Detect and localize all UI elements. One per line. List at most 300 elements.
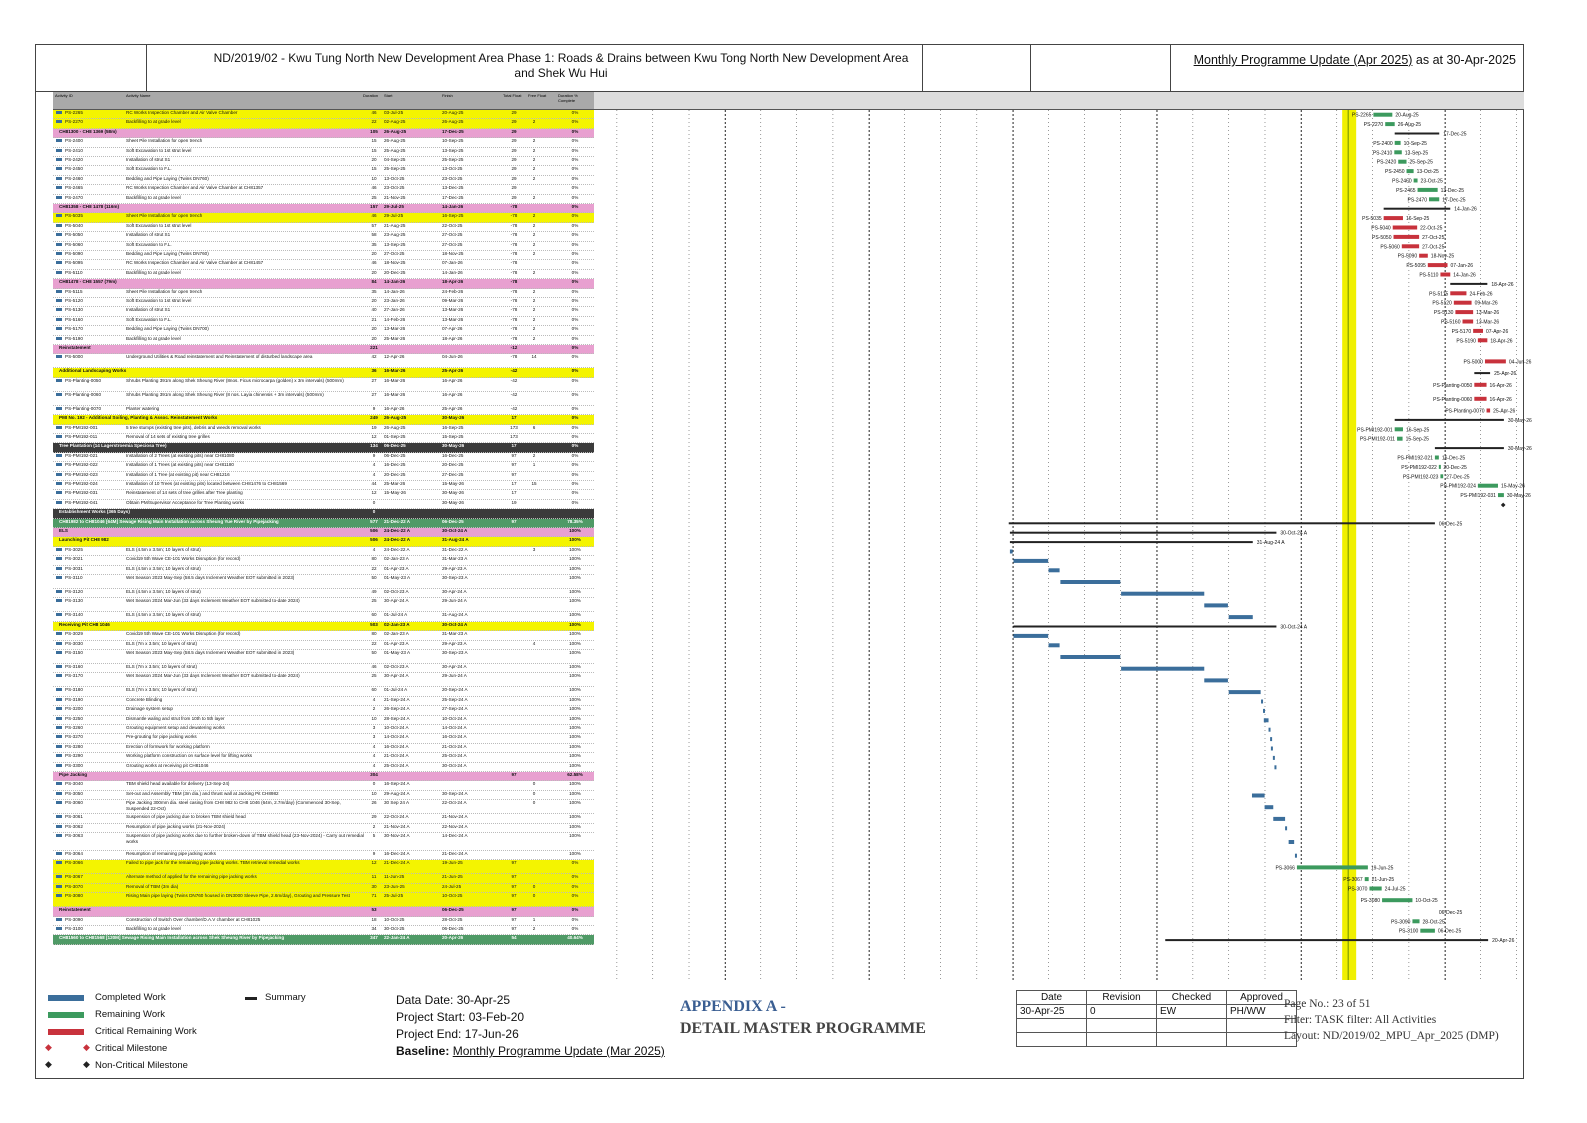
total-float: 29: [511, 194, 517, 200]
table-row[interactable]: [53, 326, 594, 335]
total-float: 29: [511, 147, 517, 153]
table-row[interactable]: [53, 462, 594, 471]
summary-bar: [1474, 372, 1490, 374]
table-row[interactable]: [53, 833, 594, 851]
free-float: 2: [532, 232, 536, 238]
activity-name: Covid19 5th Wave CE-101 Works Disruption (for record): [126, 556, 241, 562]
activity-name: Backfilling to at grade level: [126, 119, 181, 125]
activity-bar: [1485, 359, 1506, 363]
activity-id: PS-3070: [65, 883, 83, 889]
table-row[interactable]: [53, 763, 594, 772]
activity-id: PS-Planting-0060: [65, 391, 102, 397]
start-date: 11-Jun-25: [384, 874, 405, 880]
pct-complete: 100%: [569, 734, 581, 740]
bar-id-label: PS-2420: [1376, 159, 1397, 166]
summary-bar: [1395, 419, 1504, 421]
activity-id: PS-5095: [65, 260, 83, 266]
total-float: 17: [511, 481, 517, 486]
total-float: -42: [510, 377, 518, 383]
activity-icon: [56, 233, 62, 236]
table-row[interactable]: [53, 157, 594, 166]
mpu-link[interactable]: Monthly Programme Update (Apr 2025): [1193, 53, 1413, 67]
table-row[interactable]: [53, 368, 594, 377]
duration: 20: [371, 157, 377, 162]
summary-bar: [1435, 447, 1504, 449]
table-row[interactable]: [53, 874, 594, 883]
activity-bar: [1394, 235, 1420, 239]
activity-name: Backfilling to at grade level: [126, 335, 181, 341]
table-row[interactable]: [53, 336, 594, 345]
start-date: 13-Oct-25: [384, 175, 405, 181]
bar-id-label: PS-Planting-0070: [1445, 408, 1485, 415]
table-row[interactable]: [53, 612, 594, 621]
activity-icon: [56, 454, 62, 457]
activity-name: ELS (4.5m x 3.5m; 10 layers of strut): [126, 612, 201, 618]
table-row[interactable]: [53, 148, 594, 157]
table-row[interactable]: [53, 415, 594, 424]
activity-bar: [1010, 550, 1013, 554]
table-row[interactable]: [53, 434, 594, 443]
finish-date: 16-Apr-26: [442, 377, 463, 383]
table-row[interactable]: [53, 260, 594, 269]
bar-date-label: 20-Apr-26: [1492, 938, 1515, 945]
total-float: 29: [511, 157, 517, 162]
activity-bar: [1473, 329, 1483, 333]
table-row[interactable]: [53, 490, 594, 499]
table-row[interactable]: [53, 622, 594, 631]
start-date: 10-Oct-24 A: [384, 725, 409, 730]
table-row[interactable]: [53, 631, 594, 640]
activity-bar: [1060, 580, 1120, 584]
activity-id: PS-5035: [65, 213, 83, 219]
bar-date-label: 10-Sep-25: [1403, 140, 1427, 147]
table-row[interactable]: [53, 907, 594, 916]
total-float: -78: [510, 288, 518, 294]
table-row[interactable]: [53, 547, 594, 556]
activity-bar: [1229, 690, 1261, 694]
table-row[interactable]: [53, 500, 594, 509]
table-row[interactable]: [53, 753, 594, 762]
pct-complete: 100%: [569, 790, 581, 796]
free-float: 2: [532, 166, 536, 172]
table-row[interactable]: [53, 138, 594, 147]
pct-complete: 100%: [569, 800, 581, 806]
pct-complete: 0%: [571, 499, 579, 505]
table-row[interactable]: [53, 884, 594, 893]
bar-date-label: 27-Oct-25: [1422, 244, 1445, 251]
activity-id: PS-3030: [65, 640, 83, 646]
finish-date: 16-Sep-25: [442, 213, 464, 219]
table-row[interactable]: [53, 537, 594, 546]
col-total-float[interactable]: Total Float: [503, 93, 522, 98]
start-date: 28-Sep-24 A: [384, 715, 410, 721]
activity-icon: [56, 792, 62, 795]
table-row[interactable]: [53, 528, 594, 537]
wbs-name: Additional Landscaping Works: [59, 368, 127, 374]
start-date: 25-Mar-26: [384, 481, 406, 486]
activity-id: PS-2450: [65, 166, 83, 172]
duration: 84: [371, 279, 377, 285]
pct-complete: 0%: [571, 260, 579, 266]
activity-id: PS-PMI192-031: [65, 490, 98, 496]
pct-complete: 100%: [569, 589, 581, 594]
finish-date: 14-Dec-24 A: [442, 833, 468, 838]
table-row[interactable]: [53, 926, 594, 935]
page-info: [1284, 996, 1499, 1044]
total-float: 97: [511, 883, 517, 889]
activity-icon: [56, 834, 62, 837]
finish-date: 20-Aug-25: [442, 110, 464, 115]
table-row[interactable]: [53, 307, 594, 316]
table-row[interactable]: [53, 935, 594, 944]
table-row[interactable]: [53, 119, 594, 128]
activity-id: PS-Planting-0050: [65, 377, 102, 383]
activity-id: PS-5115: [65, 288, 83, 294]
duration: 18: [371, 916, 377, 922]
table-row[interactable]: [53, 129, 594, 138]
table-row[interactable]: [53, 213, 594, 222]
table-row[interactable]: [53, 519, 594, 528]
bar-date-label: 21-Jun-25: [1371, 877, 1395, 884]
table-row[interactable]: [53, 664, 594, 673]
table-row[interactable]: [53, 641, 594, 650]
finish-date: 10-Oct-24 A: [442, 715, 467, 721]
finish-date: 21-Nov-24 A: [442, 814, 468, 820]
finish-date: 20-Sep-24 A: [442, 687, 468, 693]
start-date: 21-Sep-24 A: [384, 696, 410, 702]
project-title: ND/2019/02 - Kwu Tung North New Development Area Phase 1: Roads & Drains between Kwu Tong North New Development Area and Shek Wu Hui: [213, 51, 909, 80]
baseline: Baseline: Monthly Programme Update (Mar 2025): [396, 1044, 665, 1058]
activity-id: PS-3170: [65, 673, 83, 679]
total-float: -78: [510, 269, 518, 275]
pct-complete: 0%: [571, 471, 579, 477]
table-row[interactable]: [53, 317, 594, 326]
finish-date: 24-Jul-25: [442, 883, 462, 889]
project-dates: [396, 992, 665, 1060]
table-row[interactable]: [53, 298, 594, 307]
activity-name: Removal of TBM (3m dia): [126, 883, 179, 889]
free-float: 2: [532, 241, 536, 247]
table-row[interactable]: [53, 425, 594, 434]
bar-date-label: 19-Jun-25: [1370, 865, 1394, 872]
finish-date: 31-Aug-24 A: [442, 612, 468, 618]
free-float: 15: [531, 481, 537, 486]
total-float: 97: [511, 893, 517, 899]
activity-icon: [56, 885, 62, 888]
table-row[interactable]: [53, 725, 594, 734]
activity-icon: [56, 271, 62, 274]
table-row[interactable]: [53, 917, 594, 926]
duration: 58: [371, 232, 377, 238]
activity-icon: [56, 252, 62, 255]
activity-bar: [1270, 737, 1272, 741]
table-row[interactable]: [53, 443, 594, 452]
bar-id-label: PS-5000: [1463, 359, 1483, 366]
col-finish[interactable]: Finish: [442, 93, 453, 98]
table-row[interactable]: [53, 800, 594, 814]
duration: 134: [370, 443, 378, 449]
start-date: 23-Aug-25: [384, 232, 406, 238]
duration: 0: [372, 499, 376, 505]
duration: 20: [371, 269, 377, 275]
wbs-name: Reinstatement: [59, 907, 91, 913]
activity-icon: [56, 224, 62, 227]
bar-id-label: PS-5060: [1380, 244, 1400, 251]
duration: 15: [371, 138, 377, 144]
total-float: -78: [510, 204, 518, 209]
duration: 46: [371, 185, 377, 191]
pct-complete: 0%: [571, 326, 579, 332]
bar-id-label: PS-5170: [1451, 328, 1472, 335]
activity-bar: [1264, 718, 1269, 722]
finish-date: 15-May-26: [442, 481, 464, 486]
start-date: 22-Oct-24 A: [384, 814, 409, 820]
finish-date: 30-Sep-23 A: [442, 650, 468, 655]
start-date: 25-Aug-25: [384, 147, 406, 153]
activity-id: PS-2460: [65, 175, 83, 181]
table-row[interactable]: [53, 791, 594, 800]
activity-id: PS-2270: [65, 119, 83, 125]
activity-bar: [1013, 634, 1048, 638]
col-activity-name[interactable]: Activity Name: [126, 93, 151, 98]
baseline-link[interactable]: Monthly Programme Update (Mar 2025): [452, 1044, 665, 1058]
table-row[interactable]: [53, 242, 594, 251]
col-pct-complete[interactable]: Duration % Complete: [558, 93, 578, 103]
duration: 44: [371, 481, 377, 486]
pct-complete: 0%: [571, 883, 579, 889]
activity-icon: [56, 327, 62, 330]
table-row[interactable]: [53, 176, 594, 185]
finish-date: 22-Oct-24 A: [442, 800, 467, 806]
activity-bar: [1478, 338, 1487, 342]
col-start[interactable]: Start: [384, 93, 393, 98]
finish-date: 27-Oct-25: [442, 232, 463, 238]
finish-date: 25-Oct-24 A: [442, 753, 467, 759]
duration: 347: [370, 935, 378, 941]
duration: 22: [371, 119, 377, 125]
pct-complete: 0%: [571, 345, 579, 350]
table-row[interactable]: [53, 472, 594, 481]
activity-id: PS-3150: [65, 650, 83, 655]
pct-complete: 100%: [569, 762, 581, 768]
table-row[interactable]: [53, 453, 594, 462]
table-row[interactable]: [53, 814, 594, 823]
duration: 35: [371, 241, 377, 247]
activity-name: Wet Season 2024 Mar-Jun (33 days Inclement Weather EOT submitted to-date 2024): [126, 598, 300, 604]
col-free-float[interactable]: Free Float: [528, 93, 547, 98]
duration: 0: [372, 509, 376, 515]
header-bar: [35, 44, 1524, 92]
pct-complete: 100%: [569, 664, 581, 669]
duration: 57: [371, 222, 377, 228]
bar-date-label: 14-Jan-26: [1453, 272, 1476, 279]
duration: 35: [371, 288, 377, 294]
pct-complete: 100%: [569, 696, 581, 702]
activity-table: [53, 110, 594, 980]
activity-name: Installation of 2 Trees (at existing pits) near CH81080: [126, 452, 235, 458]
pct-complete: 0%: [571, 213, 579, 219]
free-float: 14: [531, 354, 537, 360]
table-row[interactable]: [53, 270, 594, 279]
activity-id: PS-3080: [65, 893, 83, 899]
duration: 25: [371, 673, 377, 679]
table-row[interactable]: [53, 598, 594, 612]
table-row[interactable]: [53, 851, 594, 860]
finish-date: 09-Mar-26: [442, 298, 464, 303]
table-row[interactable]: [53, 166, 594, 175]
table-row[interactable]: [53, 697, 594, 706]
col-duration[interactable]: Duration: [363, 93, 379, 98]
table-row[interactable]: [53, 706, 594, 715]
duration: 3: [372, 734, 376, 740]
bar-date-label: 24-Feb-26: [1469, 291, 1493, 298]
table-row[interactable]: [53, 824, 594, 833]
bar-id-label: PS-5120: [1432, 300, 1452, 307]
activity-bar: [1414, 179, 1418, 183]
finish-date: 27-Dec-25: [442, 471, 464, 477]
table-row[interactable]: [53, 251, 594, 260]
activity-id: PS-3067: [65, 874, 83, 880]
pct-complete: 100%: [569, 565, 581, 571]
duration: 50: [371, 575, 377, 580]
activity-bar: [1263, 709, 1265, 713]
duration: 4: [372, 743, 376, 749]
duration: 4: [372, 753, 376, 759]
completed-swatch-icon: [48, 995, 84, 1001]
finish-date: 06-Dec-25: [442, 518, 464, 524]
activity-name: RC Works Inspection Chamber and Air Valve Chamber at CH81457: [126, 260, 264, 266]
activity-id: PS-3050: [65, 790, 83, 796]
total-float: 97: [511, 916, 517, 922]
wbs-name: CH81560 to CH81568 [120M] Sewage Rising Main Installation across Shek Sheung River by Pipejacking: [59, 935, 285, 941]
table-row[interactable]: [53, 673, 594, 687]
table-row[interactable]: [53, 378, 594, 392]
bar-date-label: 20-Dec-25: [1443, 464, 1467, 471]
table-row[interactable]: [53, 687, 594, 696]
table-row[interactable]: [53, 575, 594, 589]
finish-date: 06-Dec-25: [442, 926, 464, 931]
start-date: 16-Dec-24 A: [384, 851, 410, 856]
activity-bar: [1419, 254, 1428, 258]
bar-date-label: 22-Oct-25: [1420, 225, 1443, 232]
activity-icon: [56, 590, 62, 593]
duration: 27: [371, 377, 377, 383]
table-row[interactable]: [53, 232, 594, 241]
total-float: 54: [511, 935, 517, 941]
bar-date-label: 25-Apr-26: [1494, 371, 1517, 378]
duration: 34: [371, 926, 377, 931]
table-row[interactable]: [53, 781, 594, 790]
table-row[interactable]: [53, 345, 594, 354]
start-date: 21-Nov-25: [384, 194, 406, 200]
finish-date: 04-Jun-26: [442, 354, 463, 360]
total-float: -78: [510, 354, 518, 360]
table-row[interactable]: [53, 509, 594, 518]
legend-remaining: Remaining Work: [40, 1009, 240, 1023]
table-row[interactable]: [53, 860, 594, 874]
table-row[interactable]: [53, 195, 594, 204]
finish-date: 24-Feb-26: [442, 288, 464, 294]
activity-name: Bedding and Pipe Laying (Twins DN760): [126, 175, 209, 181]
table-row[interactable]: [53, 185, 594, 194]
total-float: -78: [510, 260, 518, 266]
activity-bar: [1252, 794, 1265, 798]
table-row[interactable]: [53, 354, 594, 368]
table-row[interactable]: [53, 650, 594, 664]
start-date: 02-Oct-23 A: [384, 664, 409, 669]
table-row[interactable]: [53, 279, 594, 288]
duration: 25: [371, 598, 377, 604]
start-date: 14-Feb-26: [384, 316, 406, 322]
table-row[interactable]: [53, 893, 594, 907]
activity-name: Removal of 14 sets of existing tree grilles: [126, 434, 210, 439]
col-activity-id[interactable]: Activity ID: [55, 93, 73, 98]
table-row[interactable]: [53, 556, 594, 565]
activity-bar: [1440, 474, 1443, 478]
bar-date-label: 30-May-26: [1507, 417, 1532, 424]
total-float: -78: [510, 316, 518, 322]
table-row[interactable]: [53, 392, 594, 406]
activity-name: Resumption of remaining pipe jacking works: [126, 851, 216, 856]
table-row[interactable]: [53, 289, 594, 298]
duration: 577: [370, 518, 378, 524]
pct-complete: 100%: [569, 823, 581, 829]
rev-header-revision: Revision: [1087, 991, 1157, 1005]
start-date: 01-Apr-23 A: [384, 565, 409, 571]
table-row[interactable]: [53, 566, 594, 575]
data-date: Data Date: 30-Apr-25: [396, 993, 511, 1007]
table-row[interactable]: [53, 223, 594, 232]
bar-id-label: PS-Planting-0050: [1433, 382, 1473, 389]
start-date: 02-Jan-23 A: [384, 631, 409, 637]
finish-date: 19-Jun-25: [442, 860, 463, 866]
activity-id: PS-PMI192-024: [65, 481, 98, 486]
finish-date: 27-Sep-24 A: [442, 706, 468, 712]
table-row[interactable]: [53, 772, 594, 781]
start-date: 02-Oct-23 A: [384, 589, 409, 594]
bar-date-label: 14-Jan-26: [1454, 206, 1477, 213]
table-row[interactable]: [53, 406, 594, 415]
start-date: 02-Jan-23 A: [384, 556, 409, 562]
activity-id: PS-3130: [65, 598, 83, 604]
wbs-name: Tree Plantation (14 Lagerstroemia Speciosa Tree): [59, 443, 167, 449]
activity-bar: [1439, 465, 1441, 469]
bar-id-label: PS-5090: [1397, 253, 1418, 260]
table-row[interactable]: [53, 744, 594, 753]
table-row[interactable]: [53, 204, 594, 213]
start-date: 06-Dec-25: [384, 443, 406, 449]
layout-info: Layout: ND/2019/02_MPU_Apr_2025 (DMP): [1284, 1030, 1499, 1042]
table-row[interactable]: [53, 589, 594, 598]
table-row[interactable]: [53, 734, 594, 743]
bar-id-label: PS-PMI192-021: [1397, 455, 1433, 462]
table-row[interactable]: [53, 481, 594, 490]
bar-id-label: PS-Planting-0060: [1433, 396, 1473, 403]
table-row[interactable]: [53, 110, 594, 119]
total-float: 97: [511, 926, 517, 931]
bar-id-label: PS-5115: [1429, 291, 1449, 298]
table-row[interactable]: [53, 716, 594, 725]
activity-icon: [56, 308, 62, 311]
wbs-name: ELS: [59, 528, 68, 533]
bar-date-label: 15-Sep-25: [1405, 436, 1429, 443]
duration: 9: [372, 851, 376, 856]
free-float: 2: [532, 194, 536, 200]
activity-name: Concrete Blinding: [126, 696, 163, 702]
activity-id: PS-5190: [65, 335, 83, 341]
activity-id: PS-2470: [65, 194, 83, 200]
activity-icon: [56, 501, 62, 504]
